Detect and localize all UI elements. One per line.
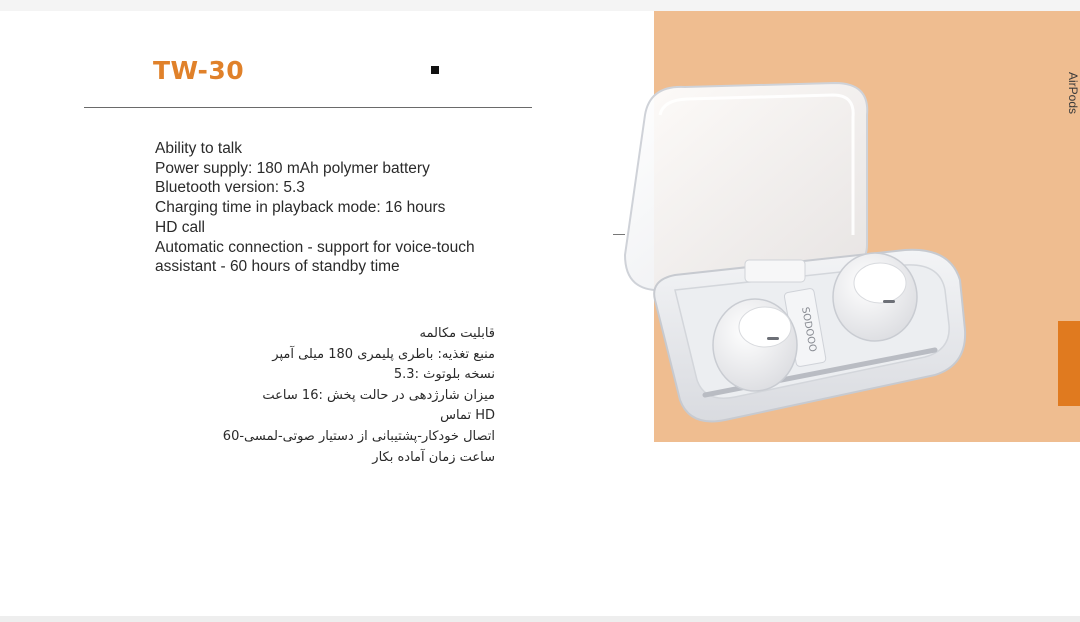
- spec-line-fa: ساعت زمان آماده بکار: [372, 449, 495, 465]
- spec-line: Bluetooth version: 5.3: [155, 179, 305, 197]
- brand-vertical-label: AirPods: [1066, 72, 1080, 115]
- earbuds-case-image: [605, 75, 975, 450]
- specs-persian: [180, 324, 495, 468]
- orange-side-tab[interactable]: [1058, 321, 1080, 406]
- specs-english: [155, 139, 535, 277]
- spec-line-fa: میزان شارژدهی در حالت پخش :16 ساعت: [262, 387, 495, 403]
- spec-line-fa: منبع تغذیه: باطری پلیمری 180 میلی آمپر: [272, 346, 495, 362]
- spec-line-fa: قابلیت مکالمه: [419, 326, 495, 341]
- spec-line: Power supply: 180 mAh polymer battery: [155, 159, 430, 177]
- spec-line-fa: نسخه بلوتوث :5.3: [393, 367, 495, 383]
- spec-line: Automatic connection - support for voice-touch: [155, 238, 475, 256]
- bullet-square-icon: [431, 66, 439, 74]
- spec-line: Ability to talk: [155, 140, 243, 157]
- spec-line-fa: HD تماس: [440, 408, 495, 424]
- model-title: TW-30: [153, 56, 245, 85]
- case-brand-text: SODOOO: [799, 306, 818, 353]
- title-divider: [84, 107, 532, 108]
- spec-line: assistant - 60 hours of standby time: [155, 258, 400, 276]
- spec-line: HD call: [155, 218, 205, 236]
- spec-line: Charging time in playback mode: 16 hours: [155, 199, 446, 217]
- top-strip: [0, 0, 1080, 11]
- bottom-strip: [0, 616, 1080, 622]
- spec-line-fa: اتصال خودکار-پشتیبانی از دستیار صوتی-لمسی-60: [222, 428, 495, 444]
